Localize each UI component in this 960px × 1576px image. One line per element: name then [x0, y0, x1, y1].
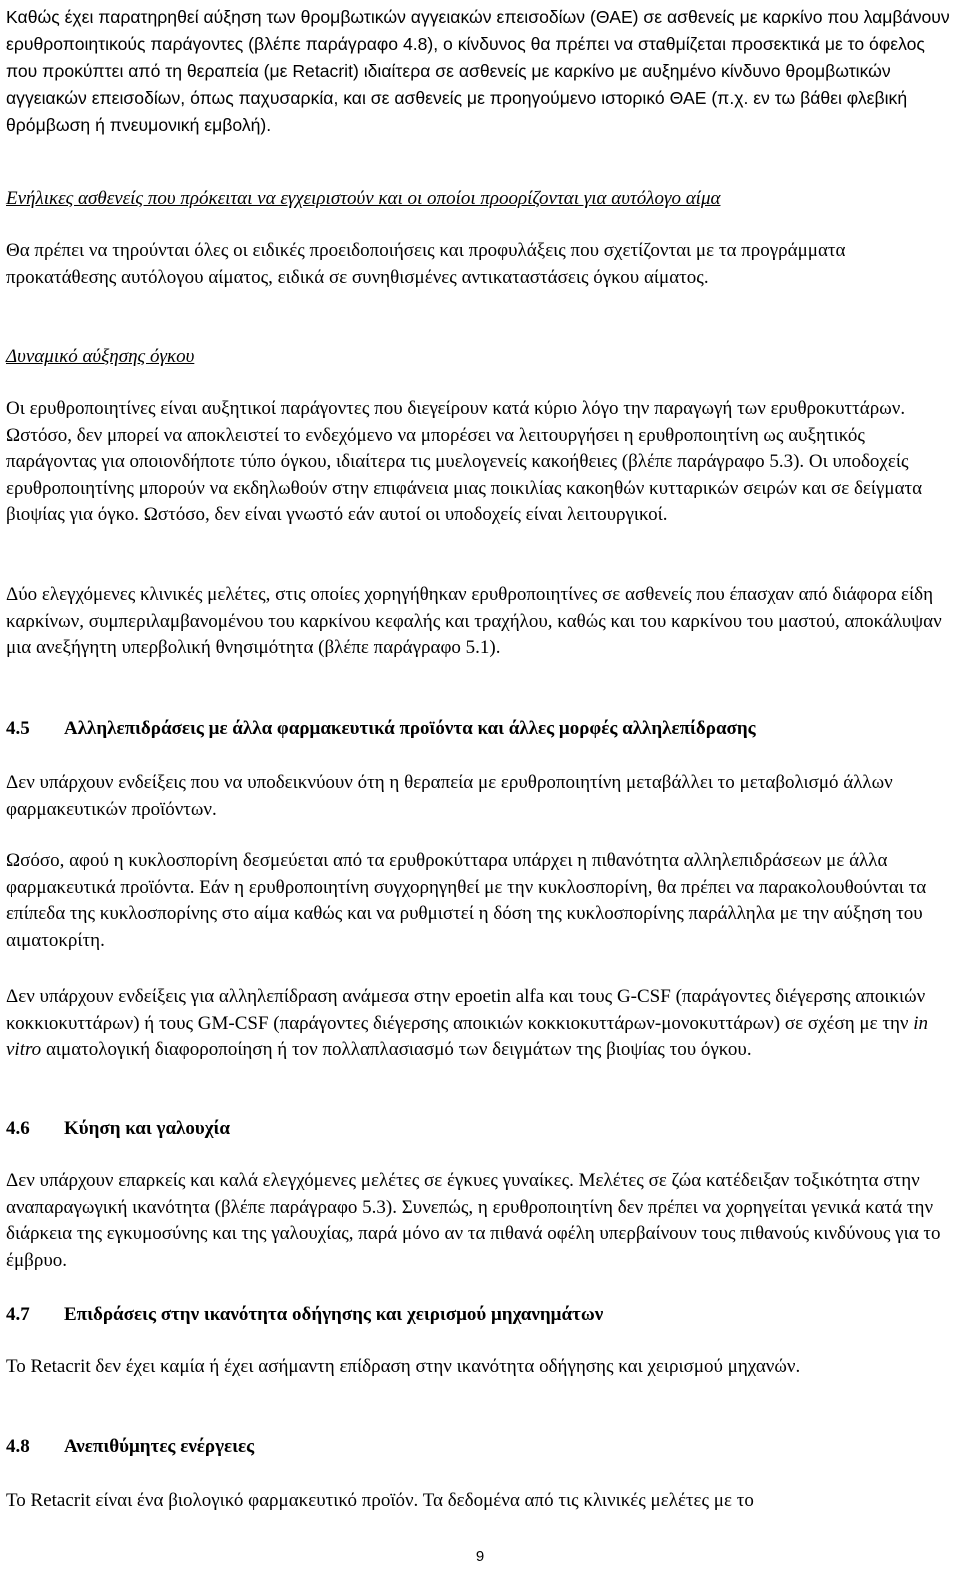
section-number: 4.8 [6, 1436, 30, 1457]
paragraph-4-5-2: Ωσόσο, αφού η κυκλοσπορίνη δεσμεύεται από τα ερυθροκύτταρα υπάρχει η πιθανότητα αλληλεπιδράσεων με άλλα φαρμακευτικά προϊόντα. Εάν η ερυθροποιητίνη συγχορηγηθεί με την κυκλοσπορίνη, θα πρέπει να παρακολουθούνται τα επίπεδα της κυκλοσπορίνης στο αίμα καθώς και να ρυθμιστεί η δόση της κυκλοσπορίνης παράλληλα με την αύξηση του αιματοκρίτη. [6, 850, 927, 951]
paragraph-tumour-growth-2: Δύο ελεγχόμενες κλινικές μελέτες, στις οποίες χορηγήθηκαν ερυθροποιητίνες σε ασθενείς που έπασχαν από διάφορα είδη καρκίνων, συμπεριλαμβανομένου του καρκίνου κεφαλής και τραχήλου, καθώς και του καρκίνου του μαστού, αποκάλυψαν μια ανεξήγητη υπερβολική θνησιμότητα (βλέπε παράγραφο 5.1). [6, 584, 942, 658]
section-number: 4.5 [6, 718, 30, 739]
paragraph-4-7: Το Retacrit δεν έχει καμία ή έχει ασήμαντη επίδραση στην ικανότητα οδήγησης και χειρισμού μηχανών. [6, 1356, 801, 1377]
paragraph-4-8: Το Retacrit είναι ένα βιολογικό φαρμακευτικό προϊόν. Τα δεδομένα από τις κλινικές μελέτες με το [6, 1490, 754, 1511]
section-heading-4-6 [6, 1116, 230, 1142]
paragraph-4-5-1: Δεν υπάρχουν ενδείξεις που να υποδεικνύουν ότη η θεραπεία με ερυθροποιητίνη μεταβάλλει το μεταβολισμό άλλων φαρμακευτικών προϊόντων. [6, 772, 893, 820]
section-title: Αλληλεπιδράσεις με άλλα φαρμακευτικά προϊόντα και άλλες μορφές αλληλεπίδρασης [64, 718, 756, 739]
paragraph-autologous-blood: Θα πρέπει να τηρούνται όλες οι ειδικές προειδοποιήσεις και προφυλάξεις που σχετίζονται με τα προγράμματα προκατάθεσης αυτόλογου αίματος, ειδικά σε συνηθισμένες αντικαταστάσεις όγκου αίματος. [6, 240, 846, 288]
section-title: Ανεπιθύμητες ενέργειες [64, 1436, 255, 1457]
section-title: Κύηση και γαλουχία [64, 1118, 231, 1139]
text-run: αιματολογική διαφοροποίηση ή τον πολλαπλασιασμό των δειγμάτων της βιοψίας του όγκου. [45, 1039, 752, 1060]
section-number: 4.7 [6, 1304, 30, 1325]
section-heading-4-7 [6, 1302, 603, 1328]
paragraph-tumour-growth-1: Οι ερυθροποιητίνες είναι αυξητικοί παράγοντες που διεγείρουν κατά κύριο λόγο την παραγωγή των ερυθροκυττάρων. Ωστόσο, δεν μπορεί να αποκλειστεί το ενδεχόμενο να μπορέσει να λειτουργήσει η ερυθροποιητίνη ως αυξητικός παράγοντας για οποιονδήποτε τύπο όγκου, ιδιαίτερα τις μυελογενείς κακοήθειες (βλέπε παράγραφο 5.3). Οι υποδοχείς ερυθροποιητίνης μπορούν να εκδηλωθούν στην επιφάνεια μιας ποικιλίας κακοηθών κυτταρικών σειρών και σε δείγματα βιοψίας για όγκο. Ωστόσο, δεν είναι γνωστό εάν αυτοί οι υποδοχείς είναι λειτουργικοί. [6, 398, 923, 525]
italic-term: in vitro [6, 1012, 929, 1060]
section-number: 4.6 [6, 1118, 30, 1139]
text-run: Δεν υπάρχουν ενδείξεις για αλληλεπίδραση ανάμεσα στην epoetin alfa και τους G-CSF (παράγοντες διέγερσης αποικιών κοκκιοκυττάρων) ή τους GM-CSF (παράγοντες διέγερσης αποικιών κοκκιοκυττάρων-μονοκυττάρων) σε σχέση με την [6, 986, 926, 1034]
section-heading-4-8 [6, 1434, 254, 1460]
section-heading-4-5 [6, 716, 756, 742]
paragraph-4-5-3 [6, 984, 954, 1064]
paragraph-4-6: Δεν υπάρχουν επαρκείς και καλά ελεγχόμενες μελέτες σε έγκυες γυναίκες. Μελέτες σε ζώα κατέδειξαν τοξικότητα στην αναπαραγωγική ικανότητα (βλέπε παράγραφο 5.3). Συνεπώς, η ερυθροποιητίνη δεν πρέπει να χορηγείται γενικά κατά την διάρκεια της εγκυμοσύνης και της γαλουχίας, παρά μόνο αν τα πιθανά οφέλη υπερβαίνουν τους πιθανούς κινδύνους για το έμβρυο. [6, 1170, 941, 1271]
page-number: 9 [475, 1548, 485, 1565]
subheading-tumour-growth: Δυναμικό αύξησης όγκου [6, 346, 195, 367]
section-title: Επιδράσεις στην ικανότητα οδήγησης και χειρισμού μηχανημάτων [64, 1304, 604, 1325]
paragraph-thrombotic-events: Καθώς έχει παρατηρηθεί αύξηση των θρομβωτικών αγγειακών επεισοδίων (ΘΑΕ) σε ασθενείς με καρκίνο που λαμβάνουν ερυθροποιητικούς παράγοντες (βλέπε παράγραφο 4.8), ο κίνδυνος θα πρέπει να σταθμίζεται προσεκτικά με το όφελος που προκύπτει από τη θεραπεία (με Retacrit) ιδιαίτερα σε ασθενείς με καρκίνο με αυξημένο κίνδυνο θρομβωτικών αγγειακών επεισοδίων, όπως παχυσαρκία, και σε ασθενείς με προηγούμενο ιστορικό ΘΑΕ (π.χ. εν τω βάθει φλεβική θρόμβωση ή πνευμονική εμβολή). [6, 7, 950, 135]
subheading-autologous-blood: Ενήλικες ασθενείς που πρόκειται να εγχειριστούν και οι οποίοι προορίζονται για αυτόλογο αίμα [6, 188, 721, 209]
